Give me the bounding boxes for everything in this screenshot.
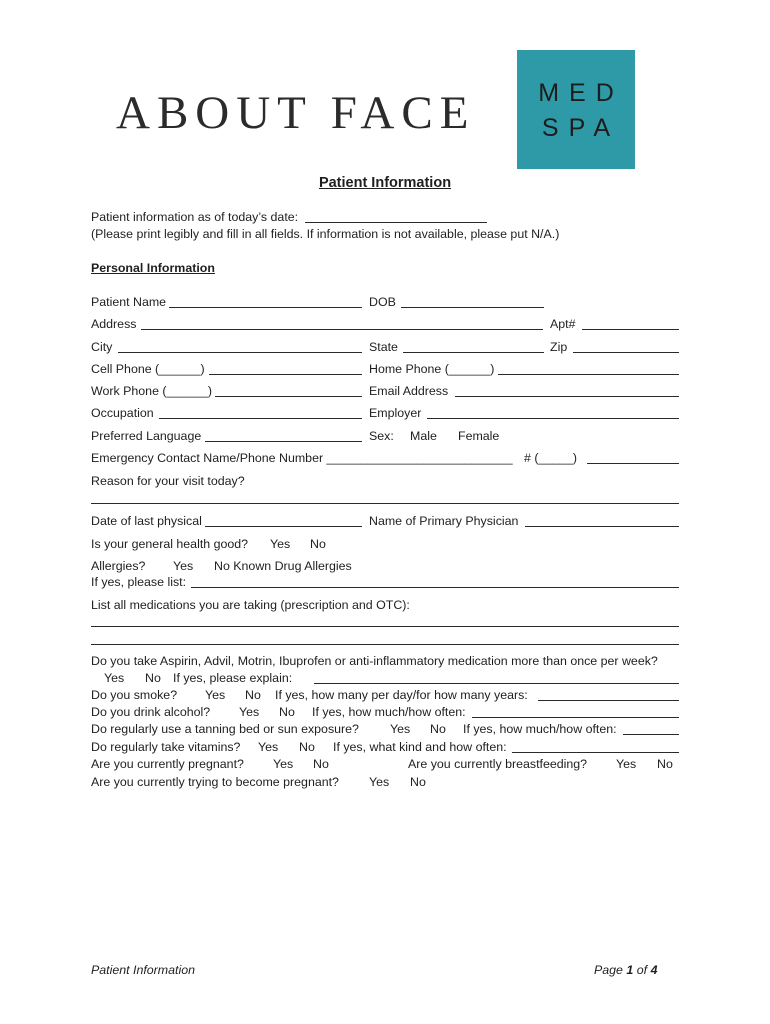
medications-field-2[interactable] — [91, 644, 679, 645]
state-label: State — [369, 340, 398, 354]
email-label: Email Address — [369, 384, 449, 398]
primary-physician-field[interactable] — [525, 526, 679, 527]
smoke-no[interactable]: No — [245, 688, 261, 702]
pregnant-no[interactable]: No — [313, 757, 329, 771]
state-field[interactable] — [403, 352, 544, 353]
date-label: Patient information as of today’s date: — [91, 210, 299, 224]
email-field[interactable] — [455, 396, 679, 397]
alcohol-yes[interactable]: Yes — [239, 705, 260, 719]
logo-line-med: MED — [538, 79, 624, 107]
allergies-yes[interactable]: Yes — [173, 559, 194, 573]
smoke-yes[interactable]: Yes — [205, 688, 226, 702]
reason-field[interactable] — [91, 503, 679, 504]
tanning-followup-field[interactable] — [623, 734, 679, 735]
zip-field[interactable] — [573, 352, 679, 353]
home-phone-label: Home Phone (______) — [369, 362, 495, 376]
aspirin-question: Do you take Aspirin, Advil, Motrin, Ibuprofen or anti-inflammatory medication more than once per week? — [91, 654, 658, 668]
aspirin-yes[interactable]: Yes — [104, 671, 125, 685]
health-good-label: Is your general health good? — [91, 537, 249, 551]
health-good-yes[interactable]: Yes — [270, 537, 291, 551]
cell-phone-field[interactable] — [209, 374, 362, 375]
city-field[interactable] — [118, 352, 362, 353]
address-label: Address — [91, 317, 137, 331]
occupation-field[interactable] — [159, 418, 362, 419]
date-field[interactable] — [305, 222, 487, 223]
vitamins-followup-label: If yes, what kind and how often: — [333, 740, 507, 754]
logo-line-spa: SPA — [541, 114, 621, 142]
work-phone-field[interactable] — [215, 396, 362, 397]
trying-pregnant-no[interactable]: No — [410, 775, 426, 789]
pregnant-question: Are you currently pregnant? — [91, 757, 244, 771]
tanning-question: Do regularly use a tanning bed or sun exposure? — [91, 722, 359, 736]
instructions-text: (Please print legibly and fill in all fields. If information is not available, please put N/A.) — [91, 227, 560, 241]
tanning-no[interactable]: No — [430, 722, 446, 736]
apt-label: Apt# — [550, 317, 576, 331]
emergency-number-field[interactable] — [587, 463, 679, 464]
emergency-contact-label: Emergency Contact Name/Phone Number ___________________________ — [91, 451, 513, 465]
allergies-list-label: If yes, please list: — [91, 575, 187, 589]
brand-wordmark: ABOUT FACE — [116, 87, 476, 139]
apt-field[interactable] — [582, 329, 679, 330]
sex-option-male[interactable]: Male — [410, 429, 437, 443]
trying-pregnant-yes[interactable]: Yes — [369, 775, 390, 789]
pregnant-yes[interactable]: Yes — [273, 757, 294, 771]
alcohol-no[interactable]: No — [279, 705, 295, 719]
alcohol-followup-label: If yes, how much/how often: — [312, 705, 466, 719]
language-field[interactable] — [205, 441, 362, 442]
address-field[interactable] — [141, 329, 543, 330]
vitamins-no[interactable]: No — [299, 740, 315, 754]
dob-label: DOB — [369, 295, 396, 309]
breastfeeding-question: Are you currently breastfeeding? — [408, 757, 588, 771]
breastfeeding-yes[interactable]: Yes — [616, 757, 637, 771]
no-known-drug-allergies-option[interactable]: No Known Drug Allergies — [214, 559, 352, 573]
patient-name-field[interactable] — [169, 307, 362, 308]
page-title: Patient Information — [318, 175, 452, 191]
vitamins-question: Do regularly take vitamins? — [91, 740, 241, 754]
page-prefix: Page — [594, 963, 623, 977]
allergies-list-field[interactable] — [191, 587, 679, 588]
home-phone-field[interactable] — [498, 374, 679, 375]
reason-label: Reason for your visit today? — [91, 474, 245, 488]
page-of: of — [636, 963, 648, 977]
smoke-followup-label: If yes, how many per day/for how many years: — [275, 688, 528, 702]
vitamins-followup-field[interactable] — [512, 752, 679, 753]
tanning-followup-label: If yes, how much/how often: — [463, 722, 617, 736]
employer-field[interactable] — [427, 418, 679, 419]
vitamins-yes[interactable]: Yes — [258, 740, 279, 754]
page-total: 4 — [650, 963, 658, 977]
allergies-label: Allergies? — [91, 559, 146, 573]
sex-option-female[interactable]: Female — [458, 429, 500, 443]
smoke-followup-field[interactable] — [538, 700, 679, 701]
breastfeeding-no[interactable]: No — [657, 757, 673, 771]
alcohol-question: Do you drink alcohol? — [91, 705, 211, 719]
page-current: 1 — [626, 963, 634, 977]
city-label: City — [91, 340, 113, 354]
sex-label: Sex: — [369, 429, 394, 443]
med-spa-logo — [517, 50, 635, 169]
language-label: Preferred Language — [91, 429, 202, 443]
occupation-label: Occupation — [91, 406, 154, 420]
cell-phone-label: Cell Phone (______) — [91, 362, 205, 376]
trying-pregnant-question: Are you currently trying to become pregnant? — [91, 775, 339, 789]
primary-physician-label: Name of Primary Physician — [369, 514, 519, 528]
last-physical-label: Date of last physical — [91, 514, 202, 528]
tanning-yes[interactable]: Yes — [390, 722, 411, 736]
work-phone-label: Work Phone (______) — [91, 384, 212, 398]
dob-field[interactable] — [401, 307, 544, 308]
zip-label: Zip — [550, 340, 568, 354]
page-number — [594, 963, 657, 977]
alcohol-followup-field[interactable] — [472, 717, 679, 718]
aspirin-explain-field[interactable] — [314, 683, 679, 684]
medications-label: List all medications you are taking (prescription and OTC): — [91, 598, 410, 612]
last-physical-field[interactable] — [205, 526, 362, 527]
employer-label: Employer — [369, 406, 422, 420]
smoke-question: Do you smoke? — [91, 688, 178, 702]
medications-field-1[interactable] — [91, 626, 679, 627]
health-good-no[interactable]: No — [310, 537, 326, 551]
aspirin-no[interactable]: No — [145, 671, 161, 685]
patient-name-label: Patient Name — [91, 295, 167, 309]
footer-title: Patient Information — [91, 963, 196, 977]
emergency-number-label: # (_____) — [524, 451, 578, 465]
aspirin-explain-label: If yes, please explain: — [173, 671, 293, 685]
section-heading-personal: Personal Information — [91, 261, 215, 275]
